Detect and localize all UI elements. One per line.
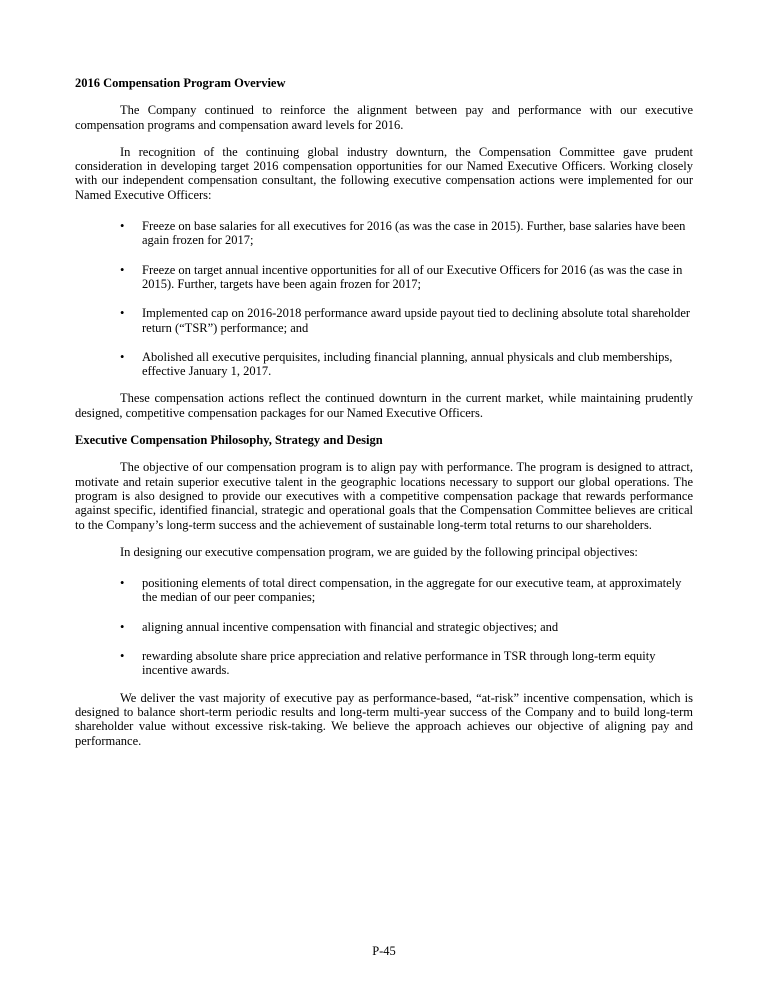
list-item-text: aligning annual incentive compensation with financial and strategic objectives; and [142, 619, 559, 634]
bullet-icon: • [120, 262, 125, 277]
paragraph-these-actions-reflect: These compensation actions reflect the continued downturn in the current market, while maintaining prudently designed, competitive compensation packages for our Named Executive Officers. [75, 391, 693, 420]
list-item-freeze-incentive-targets [120, 263, 693, 292]
paragraph-objective-of-program: The objective of our compensation program is to align pay with performance. The program is designed to attract, motivate and retain superior executive talent in the geographic locations necessary to support our global operations. The program is also designed to provide our executives with a competitive compensation package that rewards performance against specific, identified financial, strategic and operational goals that the Compensation Committee believes are critical to the Company’s long-term success and the achievement of sustainable long-term total returns to our shareholders. [75, 460, 693, 532]
paragraph-in-recognition: In recognition of the continuing global industry downturn, the Compensation Committee gave prudent consideration in developing target 2016 compensation opportunities for our Named Executive Officers. Working closely with our independent compensation consultant, the following executive compensation actions were implemented for our Named Executive Officers: [75, 144, 693, 202]
bullet-list-principal-objectives [75, 576, 693, 677]
list-item-abolished-perquisites [120, 350, 693, 379]
paragraph-in-designing: In designing our executive compensation program, we are guided by the following principal objectives: [120, 544, 638, 559]
bullet-icon: • [120, 619, 125, 634]
list-item-text: rewarding absolute share price appreciation and relative performance in TSR through long-term equity incentive awards. [142, 649, 656, 678]
list-item-text: positioning elements of total direct compensation, in the aggregate for our executive team, at approximately the median of our peer companies; [142, 576, 682, 605]
section-heading-2016-compensation-program-overview: 2016 Compensation Program Overview [75, 76, 286, 90]
paragraph-we-deliver: We deliver the vast majority of executive pay as performance-based, “at-risk” incentive compensation, which is designed to balance short-term periodic results and long-term multi-year success of the Company and to build long-term shareholder value without excessive risk-taking. We believe the approach achieves our objective of aligning pay and performance. [75, 690, 693, 748]
document-content [75, 76, 693, 748]
paragraph-company-continued: The Company continued to reinforce the alignment between pay and performance with our executive compensation programs and compensation award levels for 2016. [75, 103, 693, 132]
list-item-text: Implemented cap on 2016-2018 performance award upside payout tied to declining absolute total shareholder return (“TSR”) performance; and [142, 306, 691, 335]
list-item-positioning-elements [120, 576, 693, 605]
list-item-rewarding-appreciation [120, 649, 693, 678]
bullet-icon: • [120, 349, 125, 364]
bullet-list-compensation-actions [75, 219, 693, 378]
list-item-text: Freeze on base salaries for all executives for 2016 (as was the case in 2015). Further, base salaries have been again frozen for 2017; [142, 219, 686, 248]
list-item-text: Abolished all executive perquisites, including financial planning, annual physicals and club memberships, effective January 1, 2017. [142, 349, 673, 379]
bullet-icon: • [120, 219, 125, 234]
list-item-freeze-base-salaries [120, 219, 693, 248]
list-item-implemented-cap [120, 306, 693, 335]
list-item-aligning-incentive [120, 620, 693, 634]
section-heading-philosophy-strategy-design: Executive Compensation Philosophy, Strategy and Design [75, 433, 383, 448]
bullet-icon: • [120, 306, 125, 321]
bullet-icon: • [120, 649, 125, 664]
bullet-icon: • [120, 576, 125, 591]
page-number: P-45 [372, 944, 396, 958]
list-item-text: Freeze on target annual incentive opportunities for all of our Executive Officers for 2016 (as was the case in 2015). Further, targets have been again frozen for 2017; [142, 262, 683, 291]
